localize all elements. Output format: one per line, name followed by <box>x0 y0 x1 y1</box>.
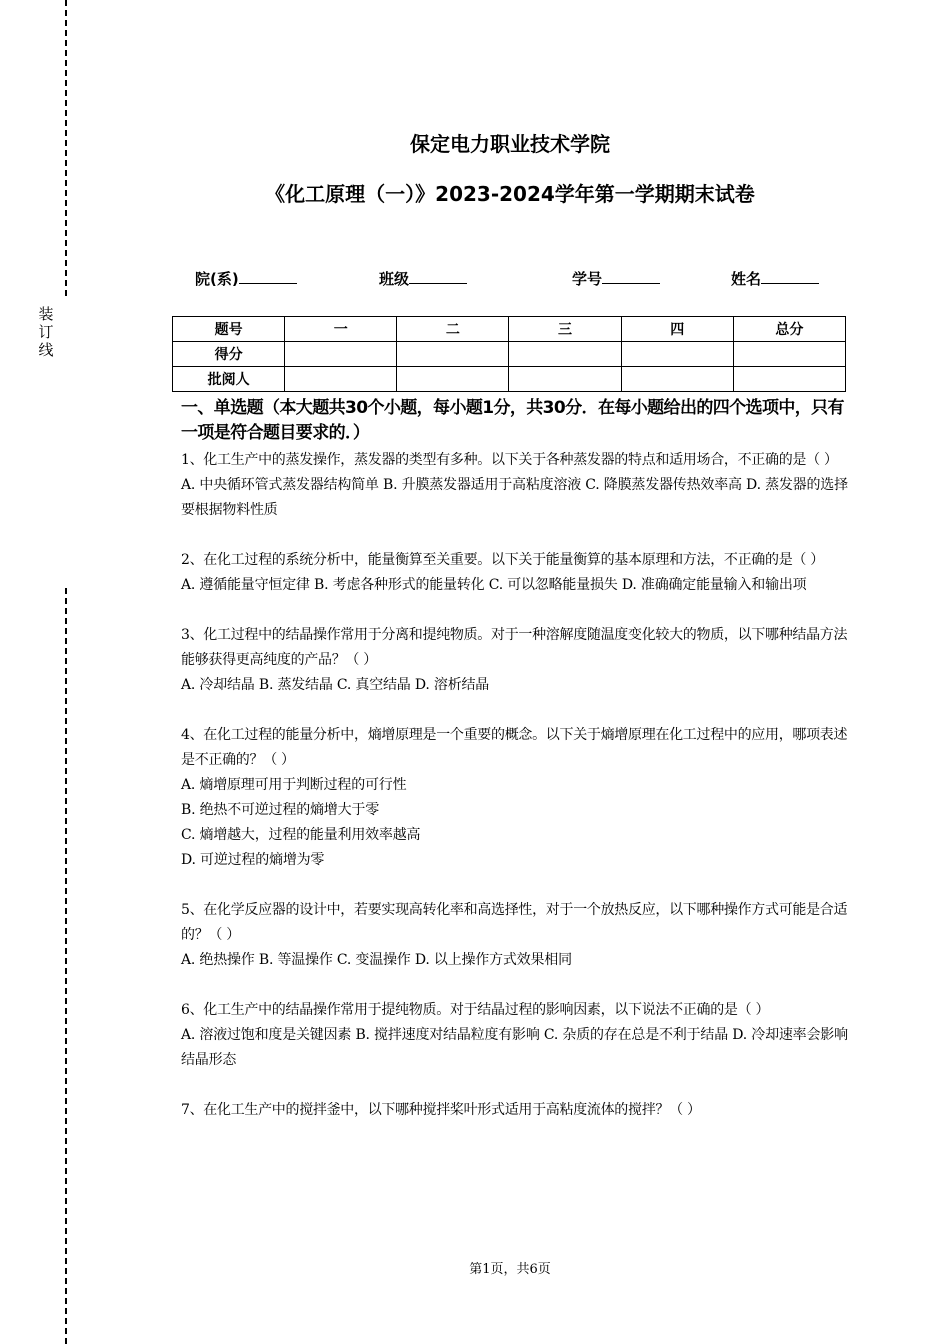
binding-char: 装 <box>38 305 54 323</box>
question-stem: 3、化工过程中的结晶操作常用于分离和提纯物质。对于一种溶解度随温度变化较大的物质，以下哪种结晶方法能够获得更高纯度的产品？（ ） <box>181 627 848 668</box>
score-cell[interactable] <box>733 342 845 367</box>
header-cell: 三 <box>509 317 621 342</box>
question-5 <box>181 898 853 973</box>
question-option-a: A. 熵增原理可用于判断过程的可行性 <box>181 777 407 793</box>
info-label: 学号 <box>572 270 603 288</box>
reviewer-cell[interactable] <box>285 367 397 392</box>
info-student-id <box>572 268 660 289</box>
score-cell[interactable] <box>285 342 397 367</box>
row-label: 得分 <box>173 342 285 367</box>
question-option-b: B. 绝热不可逆过程的熵增大于零 <box>181 802 379 818</box>
question-4 <box>181 723 853 873</box>
page-number-footer: 第1页，共6页 <box>469 1262 551 1277</box>
question-option-c: C. 熵增越大，过程的能量利用效率越高 <box>181 827 421 843</box>
info-class <box>379 268 467 289</box>
header-cell: 总分 <box>733 317 845 342</box>
header-cell: 二 <box>397 317 509 342</box>
header-cell: 四 <box>621 317 733 342</box>
question-stem: 2、在化工过程的系统分析中，能量衡算至关重要。以下关于能量衡算的基本原理和方法，不正确的是（ ） <box>181 552 824 568</box>
question-7 <box>181 1098 853 1123</box>
question-options: A. 遵循能量守恒定律 B. 考虑各种形式的能量转化 C. 可以忽略能量损失 D. 准确确定能量输入和输出项 <box>181 577 807 593</box>
reviewer-cell[interactable] <box>397 367 509 392</box>
fill-blank[interactable] <box>239 268 297 284</box>
question-options: A. 溶液过饱和度是关键因素 B. 搅拌速度对结晶粒度有影响 C. 杂质的存在总是不利于结晶 D. 冷却速率会影响结晶形态 <box>181 1027 848 1068</box>
score-table <box>172 316 846 392</box>
fill-blank[interactable] <box>761 268 819 284</box>
question-options: A. 冷却结晶 B. 蒸发结晶 C. 真空结晶 D. 溶析结晶 <box>181 677 490 693</box>
row-label: 批阅人 <box>173 367 285 392</box>
score-table-header-row <box>173 317 846 342</box>
exam-title: 《化工原理（一）》2023-2024学年第一学期期末试卷 <box>265 182 755 206</box>
question-1 <box>181 448 853 523</box>
info-label: 班级 <box>379 270 410 288</box>
header-cell: 一 <box>285 317 397 342</box>
fill-blank[interactable] <box>602 268 660 284</box>
student-info-row <box>0 268 950 292</box>
info-department <box>195 268 297 289</box>
info-label: 姓名 <box>731 270 762 288</box>
score-cell[interactable] <box>397 342 509 367</box>
binding-char: 线 <box>38 341 54 359</box>
question-6 <box>181 998 853 1073</box>
question-stem: 7、在化工生产中的搅拌釜中，以下哪种搅拌桨叶形式适用于高粘度流体的搅拌？（ ） <box>181 1102 701 1118</box>
school-name: 保定电力职业技术学院 <box>410 132 610 156</box>
info-name <box>731 268 819 289</box>
reviewer-cell[interactable] <box>621 367 733 392</box>
question-3 <box>181 623 853 698</box>
question-options: A. 绝热操作 B. 等温操作 C. 变温操作 D. 以上操作方式效果相同 <box>181 952 572 968</box>
section-heading: 一、单选题（本大题共30个小题，每小题1分，共30分．在每小题给出的四个选项中，只有一项是符合题目要求的．） <box>181 398 844 443</box>
question-2 <box>181 548 853 598</box>
question-option-d: D. 可逆过程的熵增为零 <box>181 852 325 868</box>
question-stem: 1、化工生产中的蒸发操作，蒸发器的类型有多种。以下关于各种蒸发器的特点和适用场合，不正确的是（ ） <box>181 452 838 468</box>
score-cell[interactable] <box>509 342 621 367</box>
score-cell[interactable] <box>621 342 733 367</box>
reviewer-cell[interactable] <box>509 367 621 392</box>
reviewer-cell[interactable] <box>733 367 845 392</box>
binding-char: 订 <box>38 323 54 341</box>
question-options: A. 中央循环管式蒸发器结构简单 B. 升膜蒸发器适用于高粘度溶液 C. 降膜蒸发器传热效率高 D. 蒸发器的选择要根据物料性质 <box>181 477 848 518</box>
exam-content <box>181 396 853 1148</box>
fill-blank[interactable] <box>409 268 467 284</box>
header-cell: 题号 <box>173 317 285 342</box>
question-stem: 6、化工生产中的结晶操作常用于提纯物质。对于结晶过程的影响因素，以下说法不正确的是（ ） <box>181 1002 770 1018</box>
question-stem: 4、在化工过程的能量分析中，熵增原理是一个重要的概念。以下关于熵增原理在化工过程中的应用，哪项表述是不正确的？（ ） <box>181 727 848 768</box>
binding-dashed-line-bottom <box>65 588 67 1344</box>
score-row <box>173 342 846 367</box>
reviewer-row <box>173 367 846 392</box>
binding-line-label <box>36 305 56 359</box>
question-stem: 5、在化学反应器的设计中，若要实现高转化率和高选择性，对于一个放热反应，以下哪种操作方式可能是合适的？（ ） <box>181 902 848 943</box>
info-label: 院(系) <box>195 270 239 288</box>
